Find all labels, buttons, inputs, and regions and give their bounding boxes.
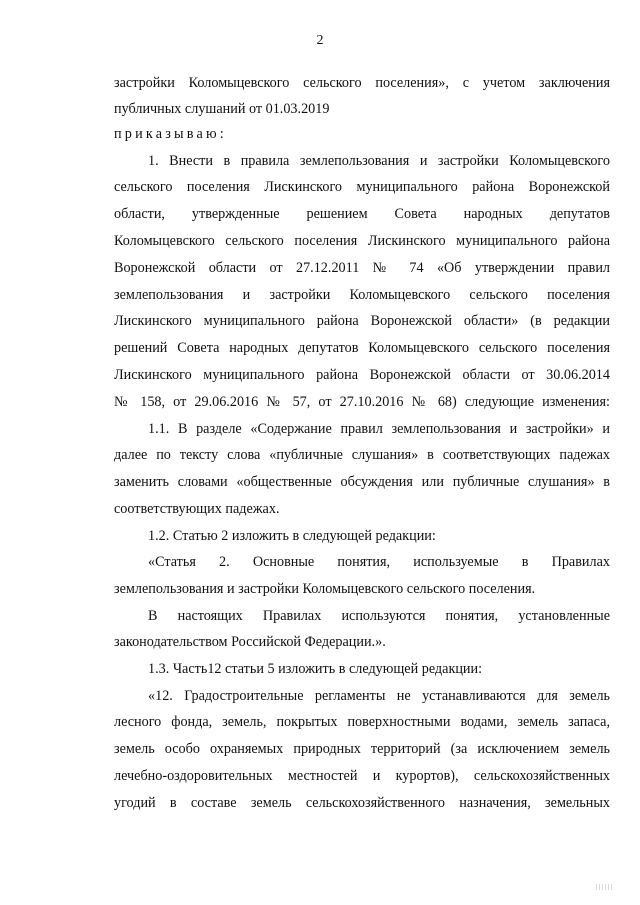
text-line: «12. Градостроительные регламенты не устанавливаются для земель bbox=[148, 688, 610, 704]
text-line: Лискинского муниципального района Воронежской области от 30.06.2014 bbox=[114, 367, 610, 383]
text-line: далее по тексту слова «публичные слушания» в соответствующих падежах bbox=[114, 447, 610, 463]
text-line: В настоящих Правилах используются понятия, установленные bbox=[148, 608, 610, 624]
text-line: соответствующих падежах. bbox=[114, 501, 280, 517]
text-line: «Статья 2. Основные понятия, используемые в Правилах bbox=[148, 554, 610, 570]
text-line: 1. Внести в правила землепользования и застройки Коломыцевского bbox=[148, 153, 610, 169]
text-line: Коломыцевского сельского поселения Лискинского муниципального района bbox=[114, 233, 610, 249]
text-line: решений Совета народных депутатов Коломыцевского сельского поселения bbox=[114, 340, 610, 356]
text-line: земель особо охраняемых природных территорий (за исключением земель bbox=[114, 741, 610, 757]
text-line: лечебно-оздоровительных местностей и курортов), сельскохозяйственных bbox=[114, 768, 610, 784]
text-line: лесного фонда, земель, покрытых поверхностными водами, земель запаса, bbox=[114, 714, 610, 730]
text-line: сельского поселения Лискинского муниципального района Воронежской bbox=[114, 179, 610, 195]
text-line: Воронежской области от 27.12.2011 № 74 «Об утверждении правил bbox=[114, 260, 610, 276]
text-line: 1.3. Часть12 статьи 5 изложить в следующей редакции: bbox=[148, 661, 483, 677]
text-line: 1.2. Статью 2 изложить в следующей редакции: bbox=[148, 528, 436, 544]
page-number: 2 bbox=[316, 33, 324, 48]
text-line: области, утвержденные решением Совета народных депутатов bbox=[114, 206, 610, 222]
text-line: № 158, от 29.06.2016 № 57, от 27.10.2016 № 68) следующие изменения: bbox=[114, 394, 610, 410]
text-line: законодательством Российской Федерации.». bbox=[114, 634, 386, 650]
order-word: приказываю: bbox=[114, 126, 227, 142]
text-line: землепользования и застройки Коломыцевского сельского поселения bbox=[114, 287, 610, 303]
scan-mark bbox=[596, 884, 614, 890]
text-line: публичных слушаний от 01.03.2019 bbox=[114, 101, 330, 117]
text-line: землепользования и застройки Коломыцевского сельского поселения. bbox=[114, 581, 536, 597]
text-line: заменить словами «общественные обсуждения или публичные слушания» в bbox=[114, 474, 610, 490]
text-line: 1.1. В разделе «Содержание правил землепользования и застройки» и bbox=[148, 421, 610, 437]
text-line: угодий в составе земель сельскохозяйственного назначения, земельных bbox=[114, 795, 610, 811]
text-line: Лискинского муниципального района Воронежской области» (в редакции bbox=[114, 313, 610, 329]
text-line: застройки Коломыцевского сельского поселения», с учетом заключения bbox=[114, 75, 610, 91]
